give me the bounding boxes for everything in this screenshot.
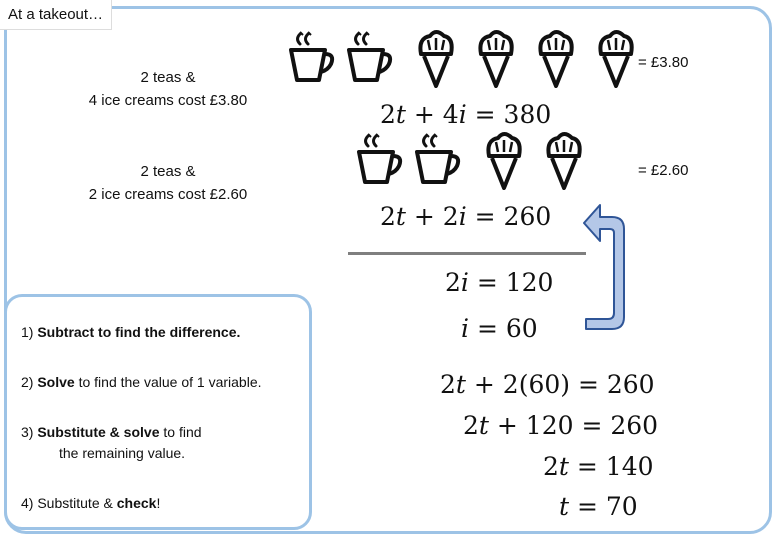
- problem-2-line2: 2 ice creams cost £2.60: [88, 186, 248, 203]
- sub2-coef: 2: [463, 411, 479, 440]
- step-1-number: 1): [21, 324, 38, 340]
- sub1-var: t: [455, 370, 466, 399]
- eq1-rhs: = 380: [466, 100, 552, 129]
- step-1-text: to find the difference.: [94, 324, 241, 340]
- ice-cream-cone-icon: [596, 30, 636, 93]
- problem-2: [38, 160, 298, 206]
- tea-cup-icon: [288, 30, 338, 89]
- step-3-keyword: Substitute & solve: [37, 424, 160, 440]
- sub4-rhs: = 70: [569, 492, 638, 521]
- step-4: [21, 493, 160, 514]
- ice-cream-cone-icon: [536, 30, 576, 93]
- step-4-keyword: check: [116, 495, 157, 511]
- eq1-op: + 4: [405, 100, 459, 129]
- step-3-number: 3): [21, 424, 38, 440]
- tea-cup-icon: [414, 132, 464, 191]
- diff-coef: 2: [445, 268, 461, 297]
- eq2-op: + 2: [405, 202, 459, 231]
- problem-1-line1: 2 teas &: [140, 69, 196, 86]
- icon-row-2: [356, 132, 584, 195]
- tea-cup-icon: [346, 30, 396, 89]
- eq1-coef: 2: [380, 100, 396, 129]
- eq2-var-i: i: [458, 202, 467, 231]
- substitute-equation-1: [440, 370, 655, 399]
- problem-1: [38, 66, 298, 112]
- slide-title: At a takeout…: [0, 0, 112, 30]
- eq1-var-t: t: [395, 100, 406, 129]
- step-3-text-line2: the remaining value.: [59, 445, 186, 461]
- difference-equation: [445, 268, 553, 297]
- eq2-coef: 2: [380, 202, 396, 231]
- step-4-number: 4): [21, 495, 38, 511]
- ice-cream-cone-icon: [416, 30, 456, 93]
- sub3-coef: 2: [543, 452, 559, 481]
- step-2-keyword: Solve: [37, 374, 75, 390]
- sub2-var: t: [478, 411, 489, 440]
- ice-cream-cone-icon: [544, 132, 584, 195]
- solve-i-rhs: = 60: [469, 314, 538, 343]
- step-4-prefix: Substitute &: [37, 495, 117, 511]
- tea-cup-icon: [356, 132, 406, 191]
- substitute-equation-4: [559, 492, 638, 521]
- step-3: [21, 422, 202, 464]
- step-3-text: to find: [159, 424, 202, 440]
- sub3-var: t: [558, 452, 569, 481]
- sub4-var: t: [559, 492, 570, 521]
- sub1-rhs: + 2(60) = 260: [465, 370, 655, 399]
- eq2-var-t: t: [395, 202, 406, 231]
- price-2: = £2.60: [638, 162, 689, 179]
- diff-var: i: [460, 268, 469, 297]
- problem-1-line2: 4 ice creams cost £3.80: [88, 92, 248, 109]
- step-1-keyword: Subtract: [37, 324, 95, 340]
- sub2-rhs: + 120 = 260: [488, 411, 659, 440]
- step-2-number: 2): [21, 374, 38, 390]
- step-2: [21, 372, 262, 393]
- sub1-coef: 2: [440, 370, 456, 399]
- equation-2: [380, 202, 551, 231]
- substitute-equation-2: [463, 411, 658, 440]
- ice-cream-cone-icon: [476, 30, 516, 93]
- step-1: [21, 322, 240, 343]
- equation-1: [380, 100, 551, 129]
- eq2-rhs: = 260: [466, 202, 552, 231]
- diff-rhs: = 120: [468, 268, 554, 297]
- solve-i-equation: [461, 314, 538, 343]
- solve-i-var: i: [461, 314, 469, 343]
- step-2-text: to find the value of 1 variable.: [74, 374, 262, 390]
- curved-arrow-icon: [580, 195, 632, 337]
- steps-box: [4, 294, 312, 530]
- price-1: = £3.80: [638, 54, 689, 71]
- subtraction-line: [348, 252, 586, 255]
- step-4-text: !: [156, 495, 161, 511]
- eq1-var-i: i: [458, 100, 467, 129]
- problem-2-line1: 2 teas &: [140, 163, 196, 180]
- substitute-equation-3: [543, 452, 654, 481]
- icon-row-1: [288, 30, 636, 93]
- sub3-rhs: = 140: [568, 452, 654, 481]
- ice-cream-cone-icon: [484, 132, 524, 195]
